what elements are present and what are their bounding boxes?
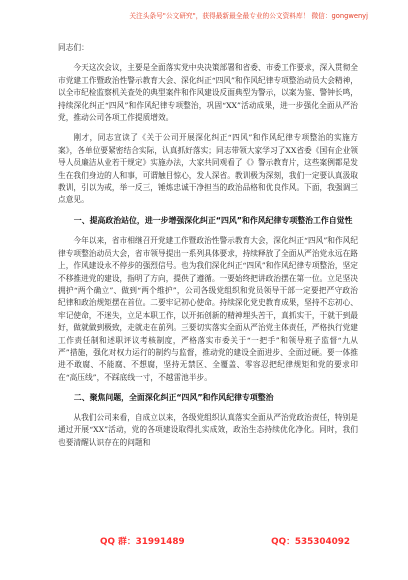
section-1-paragraph: 今年以来，省市相继召开党建工作暨政治性警示教育大会，深化纠正“四风”和作风纪律专项整治动员大会，省市领导提出一系列具体要求，持续释放了全面从严治党永远在路上，作风建设永不停步的强烈信号。也为我们深化纠正“四风”和作风纪律专项整治，坚定不移推进党的建设，指明了方向，提供了遵循。一要始终把讲政治摆在第一位。立足坚决拥护“两个确立”、做到“两个维护”，公司各级党组织和党员领导干部一定要把严守政治纪律和政治规矩摆在首位。二要牢记初心使命。持续深化党史教育成果，坚持不忘初心、牢记使命，不迷失，立足本职工作，以开拓创新的精神埋头苦干，真抓实干，干就干到最好，做就做到极致，走就走在前列。三要切实落实全面从严治党主体责任，严格执行党建工作责任制和述职评议考核制度，严格落实市委关于“一把手”和领导班子监督“九从严”措施，强化对权力运行的制约与监督，推动党的建设全面进步、全面过硬。要一体推进不敢腐、不能腐、不想腐，坚持无禁区、全覆盖、零容忍把纪律规矩和党的要求印在“高压线”，不踩底线一寸，不越雷池半步。 bbox=[58, 236, 359, 382]
qq-group-label: QQ 群：31991489 bbox=[100, 536, 185, 547]
qq-label: QQ：535304092 bbox=[271, 536, 350, 547]
salutation: 同志们： bbox=[58, 43, 89, 52]
promo-banner-text: 关注头条号"公文研究"，获得最新最全最专业的公文资料库！ 微信：gongwenyj bbox=[129, 12, 368, 20]
contact-footer bbox=[100, 530, 350, 550]
section-2-paragraph: 从我们公司来看，自成立以来，各级党组织认真落实全面从严治党政治责任，特别是通过开展“XX”活动，党的各项建设取得扎实成效，政治生态持续优化净化。同时，我们也要清醒认识存在的问题和 bbox=[58, 412, 358, 447]
speech-content bbox=[58, 42, 358, 457]
intro-paragraph: 今天这次会议，主要是全面落实党中央决策部署和省委、市委工作要求，深入贯彻全市党建工作暨政治性警示教育大会、深化纠正“四风”和作风纪律专项整治动员大会精神，以全市纪检监察机关查处的典型案件和作风建设反面典型为警示，以案为鉴、警钟长鸣，持续深化纠正“四风”和作风纪律专项整治，巩固“XX”活动成果，进一步强化全面从严治党，推动公司各项工作提质增效。 bbox=[58, 63, 358, 123]
section-heading-2: 二、聚焦问题，全面深化纠正“四风”和作风纪律专项整治 bbox=[73, 393, 274, 403]
promo-banner bbox=[56, 0, 386, 30]
section-heading-1: 一、提高政治站位，进一步增强深化纠正“四风”和作风纪律专项整治工作自觉性 bbox=[73, 215, 353, 225]
remarks-paragraph: 刚才，同志宣读了《关于公司开展深化纠正“四风”和作风纪律专项整治的实施方案》，各单位要紧密结合实际，认真抓好落实；同志带领大家学习了XX省委《国有企业领导人员廉洁从业若干规定》实施办法，大家共同观看了《》警示教育片，这些案例都是发生在我们身边的人和事，可谓触目惊心，发人深省。教训极为深刻，我们一定要认真汲取教训，引以为戒，举一反三，锤炼忠诚干净担当的政治品格和优良作风。下面，我强调三点意见。 bbox=[58, 133, 358, 205]
